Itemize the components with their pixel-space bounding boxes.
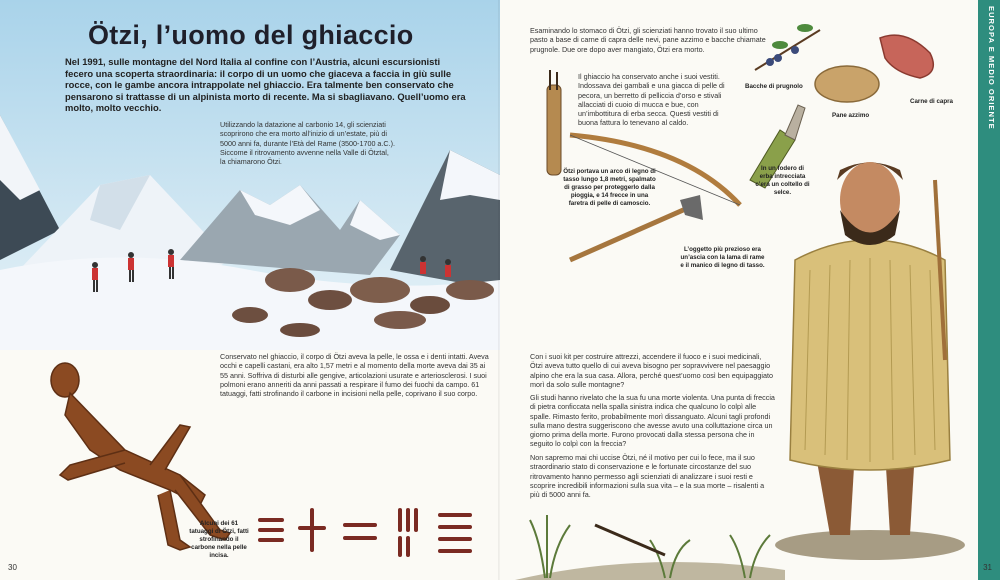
page-number-right: 31 xyxy=(983,563,992,572)
mountain-landscape xyxy=(0,0,500,350)
tattoo-marks xyxy=(250,500,480,560)
knife-caption: In un fodero di erba intrecciata c’era un coltello di selce. xyxy=(755,165,810,196)
meat-label: Carne di capra xyxy=(910,98,953,105)
section-tab xyxy=(978,0,1000,580)
axe-caption: L’oggetto più prezioso era un’ascia con la lama di rame e il manico di legno di tasso. xyxy=(680,246,765,269)
page-number-left: 30 xyxy=(8,563,17,572)
death-paragraph: Gli studi hanno rivelato che la sua fu una morte violenta. Una punta di freccia di pietra conficcata nella spalla sinistra indica che qualcuno lo colpì alle spalle. Rimasto ferito, probabilmente morì dissanguato. Alcuni tagli profondi sulla mano destra suggeriscono che avesse avuto una colluttazione circa un giorno prima della morte. Furono provocati dalla stessa persona che in seguito lo colpì con la freccia? xyxy=(530,393,775,449)
grass-illustration xyxy=(515,500,785,580)
otzi-figure-illustration xyxy=(775,140,965,560)
page-title: Ötzi, l’uomo del ghiaccio xyxy=(88,20,414,50)
dating-paragraph: Utilizzando la datazione al carbonio 14, gli scienziati scoprirono che era morto all’inizio di un’estate, più di 5000 anni fa, durante l’Età del Rame (3500-1700 a.C.). Siccome il ritrovamento avvenne nella Valle di Ötztal, la chiamarono Ötzi. xyxy=(220,120,396,167)
berries-label: Bacche di prugnolo xyxy=(745,83,803,90)
bow-caption: Ötzi portava un arco di legno di tasso lungo 1,8 metri, spalmato di grasso per proteggerlo dalla pioggia, e 14 frecce in una faretra di pelle di camoscio. xyxy=(563,168,656,207)
section-tab-label: EUROPA E MEDIO ORIENTE xyxy=(987,6,996,130)
tattoo-caption: Alcuni dei 61 tatuaggi di Ötzi, fatti strofinando il carbone nella pelle incisa. xyxy=(189,520,249,559)
mystery-paragraph: Non sapremo mai chi uccise Ötzi, né il motivo per cui lo fece, ma il suo straordinario stato di conservazione e le fortunate circostanze del suo ritrovamento hanno permesso agli scienziati di analizzare i suoi resti e scoprire incredibili informazioni sulla sua vita – e la sua morte – risalenti a più di 5000 anni fa. xyxy=(530,453,765,500)
bread-illustration xyxy=(812,62,882,107)
intro-paragraph: Nel 1991, sulle montagne del Nord Italia al confine con l’Austria, alcuni escursionisti fecero una scoperta straordinaria: il corpo di un uomo che giaceva a faccia in giù sulle rocce, con le gambe ancora intrappolate nel ghiaccio. Era talmente ben conservato che pensarono si trattasse di un alpinista morto di recente. Ma si sbagliavano. Quell’uomo era molto, molto vecchio. xyxy=(65,56,466,113)
clothing-paragraph: Il ghiaccio ha conservato anche i suoi vestiti. Indossava dei gambali e una giacca di pelle di pecora, un berretto di pelliccia d’orso e stivali allacciati di cuoio di mucca e bue, con un’imbottitura di erba secca. Questi vestiti di buona fattura lo tenevano al caldo. xyxy=(578,72,725,128)
food-paragraph: Esaminando lo stomaco di Ötzi, gli scienziati hanno trovato il suo ultimo pasto a base di carne di capra delle nevi, pane azzimo e bacche chiamate prugnole. Due ore dopo aver mangiato, Ötzi era morto. xyxy=(530,26,766,54)
bread-label: Pane azzimo xyxy=(832,112,870,119)
body-paragraph: Conservato nel ghiaccio, il corpo di Ötzi aveva la pelle, le ossa e i denti intatti. Aveva occhi e capelli castani, era alto 1,57 metri e al momento della morte aveva dai 35 ai 55 anni. Soffriva di disturbi alle gengive, articolazioni usurate e arteriosclerosi. I suoi polmoni erano anneriti da anni passati a respirare il fumo dei fuochi da campo. 61 tatuaggi, fatti strofinando il carbone in incisioni nella pelle, coprivano il suo corpo. xyxy=(220,352,489,399)
kit-paragraph: Con i suoi kit per costruire attrezzi, accendere il fuoco e i suoi medicinali, Ötzi aveva tutto quello di cui aveva bisogno per sopravvivere nel paesaggio alpino che era la sua casa. Allora, perché quest’uomo così ben equipaggiato morì da solo sulle montagne? xyxy=(530,352,773,389)
meat-illustration xyxy=(875,28,945,83)
right-page xyxy=(500,0,1000,580)
